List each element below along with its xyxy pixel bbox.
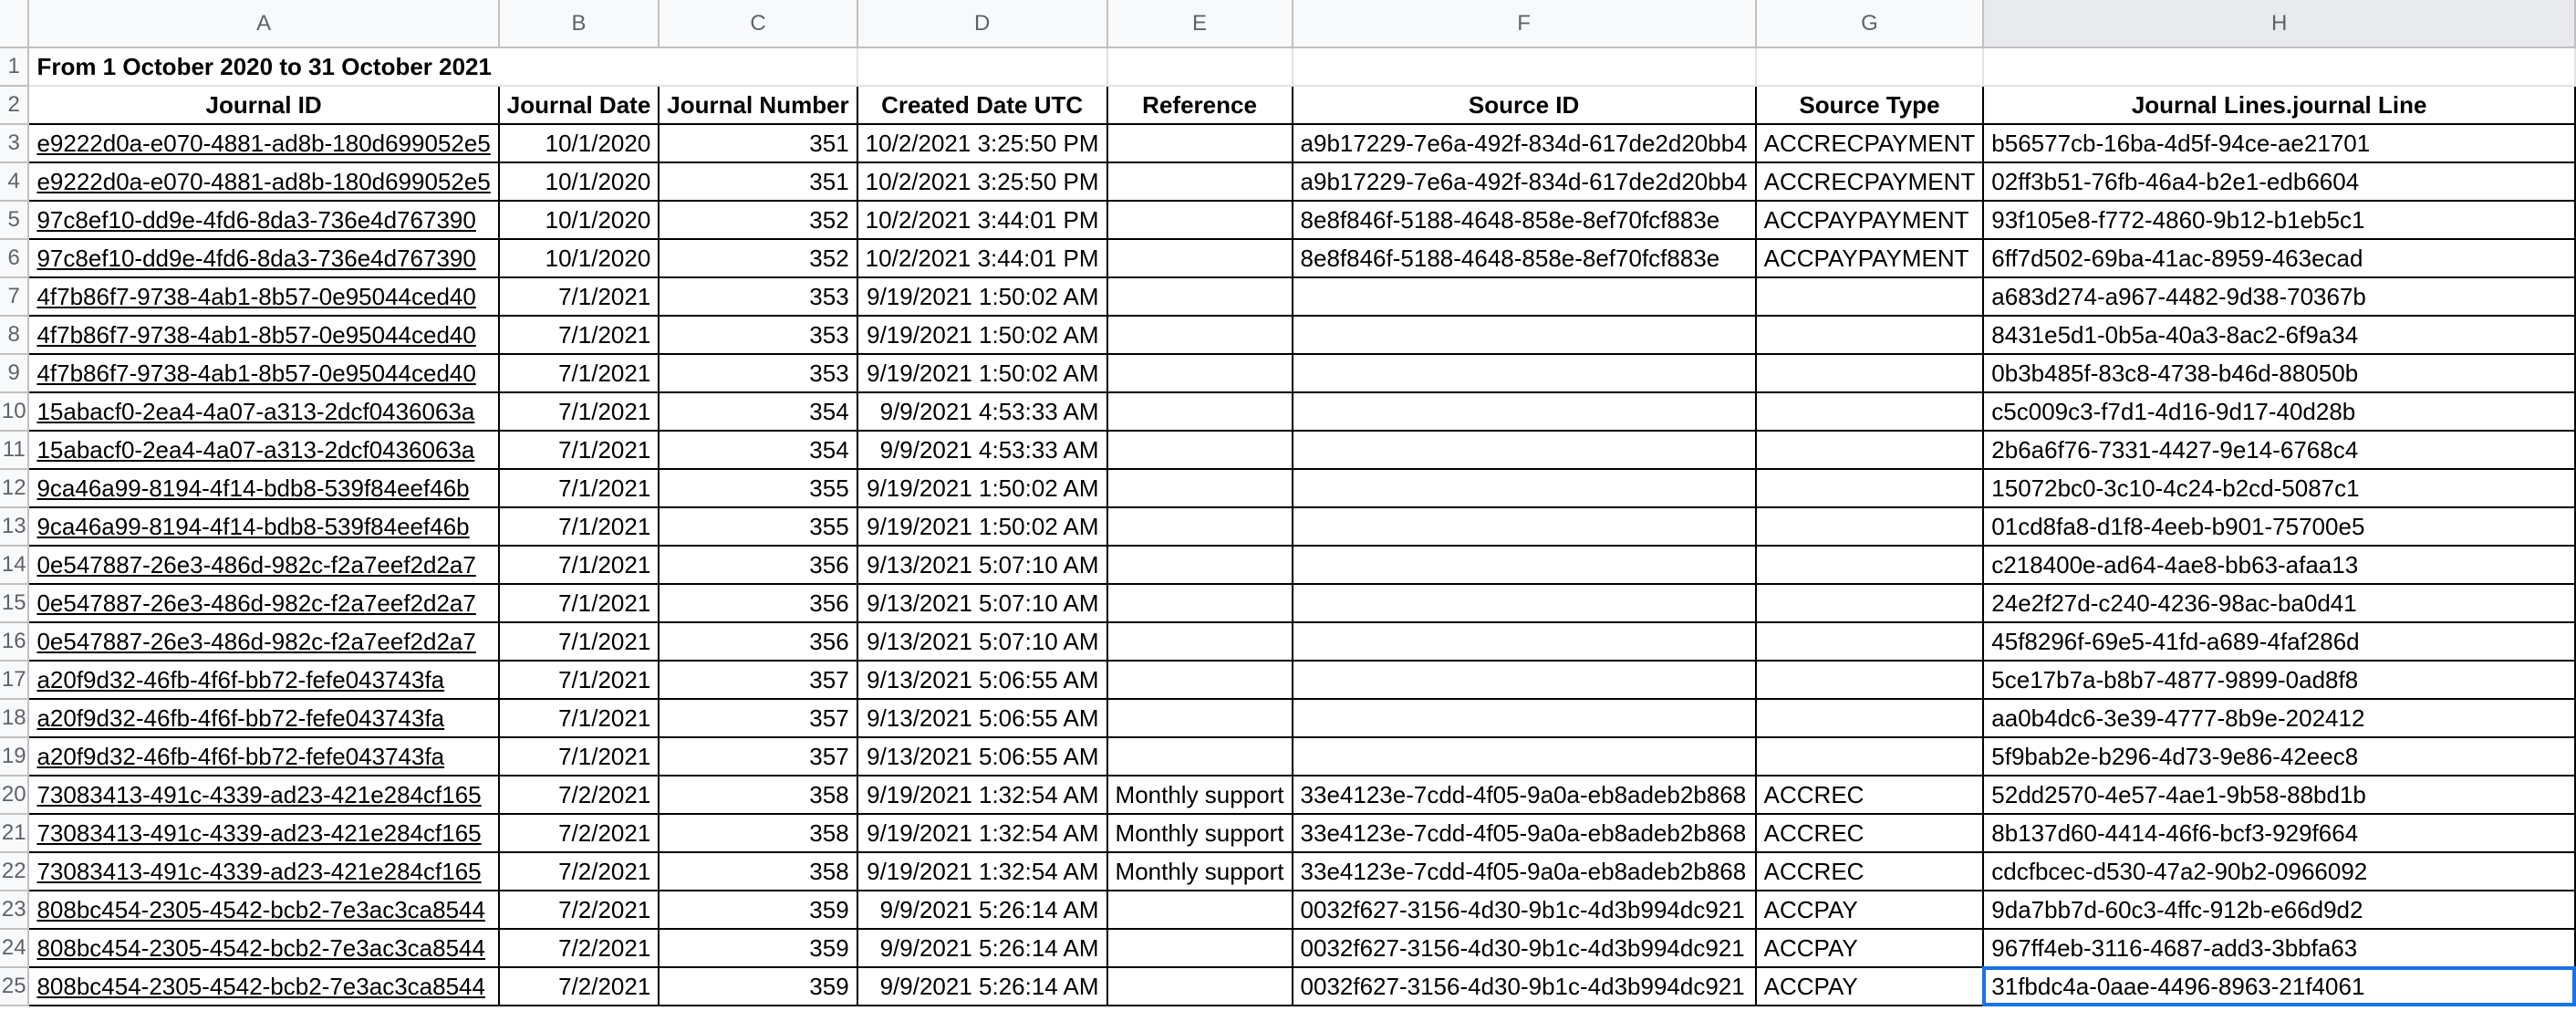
table-row bbox=[0, 277, 2575, 316]
column-header-g[interactable]: G bbox=[1756, 0, 1984, 47]
column-header-h[interactable]: H bbox=[1983, 0, 2575, 47]
cell-c[interactable]: 355 bbox=[659, 507, 857, 546]
journal-id-link[interactable]: 9ca46a99-8194-4f14-bdb8-539f84eef46b bbox=[28, 469, 498, 507]
table-row bbox=[0, 737, 2575, 776]
journal-id-link[interactable]: 73083413-491c-4339-ad23-421e284cf165 bbox=[28, 852, 498, 891]
cell-b[interactable]: 7/2/2021 bbox=[499, 891, 660, 929]
cell-h[interactable]: 8431e5d1-0b5a-40a3-8ac2-6f9a34 bbox=[1983, 316, 2575, 354]
cell-h[interactable]: 0b3b485f-83c8-4738-b46d-88050b bbox=[1983, 354, 2575, 392]
cell-g[interactable]: ACCREC bbox=[1756, 776, 1984, 814]
title-row bbox=[0, 47, 2575, 86]
journal-id-link[interactable]: 4f7b86f7-9738-4ab1-8b57-0e95044ced40 bbox=[28, 316, 498, 354]
row-number[interactable]: 3 bbox=[0, 124, 28, 162]
cell-g[interactable]: ACCPAYPAYMENT bbox=[1756, 239, 1984, 277]
column-header-f[interactable]: F bbox=[1293, 0, 1756, 47]
cell-c[interactable]: 351 bbox=[659, 162, 857, 201]
cell-e[interactable] bbox=[1107, 661, 1293, 699]
cell-b[interactable]: 10/1/2020 bbox=[499, 239, 660, 277]
cell-e[interactable] bbox=[1107, 239, 1293, 277]
cell-e[interactable] bbox=[1107, 469, 1293, 507]
row-number[interactable]: 17 bbox=[0, 661, 28, 699]
cell-d[interactable]: 9/9/2021 5:26:14 AM bbox=[857, 967, 1107, 1006]
cell-f[interactable] bbox=[1293, 661, 1756, 699]
cell-e[interactable] bbox=[1107, 431, 1293, 469]
cell-e[interactable]: Monthly support bbox=[1107, 852, 1293, 891]
cell-d[interactable]: 9/13/2021 5:06:55 AM bbox=[857, 661, 1107, 699]
cell-c[interactable]: 359 bbox=[659, 891, 857, 929]
cell[interactable] bbox=[1756, 47, 1984, 86]
cell-c[interactable]: 356 bbox=[659, 546, 857, 584]
cell-g[interactable]: ACCRECPAYMENT bbox=[1756, 124, 1984, 162]
row-number[interactable]: 8 bbox=[0, 316, 28, 354]
cell-d[interactable]: 9/19/2021 1:50:02 AM bbox=[857, 316, 1107, 354]
cell-g[interactable] bbox=[1756, 737, 1984, 776]
table-row bbox=[0, 392, 2575, 431]
journal-id-link[interactable]: 9ca46a99-8194-4f14-bdb8-539f84eef46b bbox=[28, 507, 498, 546]
cell-f[interactable] bbox=[1293, 392, 1756, 431]
cell-e[interactable] bbox=[1107, 967, 1293, 1006]
cell-c[interactable]: 356 bbox=[659, 584, 857, 622]
cell-c[interactable]: 359 bbox=[659, 929, 857, 967]
cell-h[interactable]: b56577cb-16ba-4d5f-94ce-ae21701 bbox=[1983, 124, 2575, 162]
cell-b[interactable]: 7/2/2021 bbox=[499, 814, 660, 852]
journal-id-link[interactable]: 0e547887-26e3-486d-982c-f2a7eef2d2a7 bbox=[28, 622, 498, 661]
cell-c[interactable]: 358 bbox=[659, 852, 857, 891]
cell-e[interactable] bbox=[1107, 316, 1293, 354]
cell-g[interactable] bbox=[1756, 354, 1984, 392]
cell-h[interactable]: 15072bc0-3c10-4c24-b2cd-5087c1 bbox=[1983, 469, 2575, 507]
journal-id-link[interactable]: a20f9d32-46fb-4f6f-bb72-fefe043743fa bbox=[28, 737, 498, 776]
cell-b[interactable]: 7/1/2021 bbox=[499, 622, 660, 661]
cell-d[interactable]: 9/9/2021 4:53:33 AM bbox=[857, 392, 1107, 431]
table-row bbox=[0, 162, 2575, 201]
table-row bbox=[0, 316, 2575, 354]
row-number[interactable]: 9 bbox=[0, 354, 28, 392]
cell-d[interactable]: 9/19/2021 1:32:54 AM bbox=[857, 852, 1107, 891]
cell-f[interactable] bbox=[1293, 354, 1756, 392]
cell-h[interactable]: aa0b4dc6-3e39-4777-8b9e-202412 bbox=[1983, 699, 2575, 737]
cell-b[interactable]: 7/1/2021 bbox=[499, 316, 660, 354]
row-number[interactable]: 21 bbox=[0, 814, 28, 852]
row-number[interactable]: 16 bbox=[0, 622, 28, 661]
cell-h[interactable]: 52dd2570-4e57-4ae1-9b58-88bd1b bbox=[1983, 776, 2575, 814]
cell-h[interactable]: a683d274-a967-4482-9d38-70367b bbox=[1983, 277, 2575, 316]
cell-f[interactable] bbox=[1293, 584, 1756, 622]
cell-f[interactable] bbox=[1293, 431, 1756, 469]
cell-h[interactable]: 93f105e8-f772-4860-9b12-b1eb5c1 bbox=[1983, 201, 2575, 239]
cell-c[interactable]: 357 bbox=[659, 661, 857, 699]
cell-d[interactable]: 10/2/2021 3:25:50 PM bbox=[857, 124, 1107, 162]
journal-id-link[interactable]: e9222d0a-e070-4881-ad8b-180d699052e5 bbox=[28, 162, 498, 201]
journal-id-link[interactable]: 97c8ef10-dd9e-4fd6-8da3-736e4d767390 bbox=[28, 239, 498, 277]
column-header-b[interactable]: B bbox=[499, 0, 660, 47]
cell-c[interactable]: 358 bbox=[659, 814, 857, 852]
table-row bbox=[0, 661, 2575, 699]
cell-f[interactable] bbox=[1293, 316, 1756, 354]
cell-f[interactable] bbox=[1293, 469, 1756, 507]
cell-e[interactable] bbox=[1107, 891, 1293, 929]
cell-f[interactable] bbox=[1293, 737, 1756, 776]
cell-b[interactable]: 7/2/2021 bbox=[499, 929, 660, 967]
cell-e[interactable] bbox=[1107, 354, 1293, 392]
cell-d[interactable]: 9/9/2021 5:26:14 AM bbox=[857, 929, 1107, 967]
cell-h[interactable]: 5f9bab2e-b296-4d73-9e86-42eec8 bbox=[1983, 737, 2575, 776]
cell-h[interactable]: 45f8296f-69e5-41fd-a689-4faf286d bbox=[1983, 622, 2575, 661]
table-row bbox=[0, 239, 2575, 277]
row-number[interactable]: 24 bbox=[0, 929, 28, 967]
row-number[interactable]: 2 bbox=[0, 86, 28, 124]
cell-f[interactable]: 33e4123e-7cdd-4f05-9a0a-eb8adeb2b868 bbox=[1293, 776, 1756, 814]
cell-g[interactable]: ACCPAYPAYMENT bbox=[1756, 201, 1984, 239]
cell-b[interactable]: 10/1/2020 bbox=[499, 162, 660, 201]
cell-g[interactable] bbox=[1756, 469, 1984, 507]
cell-d[interactable]: 9/19/2021 1:50:02 AM bbox=[857, 507, 1107, 546]
cell-f[interactable] bbox=[1293, 277, 1756, 316]
cell-e[interactable]: Monthly support bbox=[1107, 814, 1293, 852]
table-row bbox=[0, 431, 2575, 469]
cell-e[interactable] bbox=[1107, 584, 1293, 622]
cell-e[interactable] bbox=[1107, 737, 1293, 776]
row-number[interactable]: 12 bbox=[0, 469, 28, 507]
journal-id-link[interactable]: 4f7b86f7-9738-4ab1-8b57-0e95044ced40 bbox=[28, 354, 498, 392]
table-row bbox=[0, 201, 2575, 239]
cell-g[interactable] bbox=[1756, 622, 1984, 661]
cell-h[interactable]: 967ff4eb-3116-4687-add3-3bbfa63 bbox=[1983, 929, 2575, 967]
cell-h[interactable]: 8b137d60-4414-46f6-bcf3-929f664 bbox=[1983, 814, 2575, 852]
cell-d[interactable]: 9/13/2021 5:07:10 AM bbox=[857, 584, 1107, 622]
select-all-corner[interactable] bbox=[0, 0, 28, 47]
cell-f[interactable] bbox=[1293, 622, 1756, 661]
row-number[interactable]: 5 bbox=[0, 201, 28, 239]
cell-d[interactable]: 9/13/2021 5:07:10 AM bbox=[857, 622, 1107, 661]
cell-d[interactable]: 9/19/2021 1:32:54 AM bbox=[857, 776, 1107, 814]
table-row bbox=[0, 929, 2575, 967]
cell-b[interactable]: 7/2/2021 bbox=[499, 967, 660, 1006]
cell-f[interactable]: a9b17229-7e6a-492f-834d-617de2d20bb4 bbox=[1293, 124, 1756, 162]
cell-e[interactable] bbox=[1107, 699, 1293, 737]
cell-c[interactable]: 356 bbox=[659, 622, 857, 661]
journal-id-link[interactable]: 73083413-491c-4339-ad23-421e284cf165 bbox=[28, 776, 498, 814]
table-row bbox=[0, 622, 2575, 661]
journal-id-link[interactable]: 15abacf0-2ea4-4a07-a313-2dcf0436063a bbox=[28, 392, 498, 431]
column-title-c[interactable]: Journal Number bbox=[659, 86, 857, 124]
row-number[interactable]: 20 bbox=[0, 776, 28, 814]
cell-d[interactable]: 9/9/2021 5:26:14 AM bbox=[857, 891, 1107, 929]
journal-id-link[interactable]: 73083413-491c-4339-ad23-421e284cf165 bbox=[28, 814, 498, 852]
cell-b[interactable]: 7/2/2021 bbox=[499, 852, 660, 891]
column-header-row bbox=[0, 0, 2575, 47]
row-number[interactable]: 7 bbox=[0, 277, 28, 316]
cell-g[interactable]: ACCREC bbox=[1756, 852, 1984, 891]
cell-c[interactable]: 354 bbox=[659, 392, 857, 431]
cell-d[interactable]: 10/2/2021 3:44:01 PM bbox=[857, 201, 1107, 239]
column-header-a[interactable]: A bbox=[28, 0, 498, 47]
cell-h[interactable]: cdcfbcec-d530-47a2-90b2-0966092 bbox=[1983, 852, 2575, 891]
cell-g[interactable] bbox=[1756, 584, 1984, 622]
cell-h[interactable]: 01cd8fa8-d1f8-4eeb-b901-75700e5 bbox=[1983, 507, 2575, 546]
table-row bbox=[0, 967, 2575, 1006]
journal-id-link[interactable]: e9222d0a-e070-4881-ad8b-180d699052e5 bbox=[28, 124, 498, 162]
journal-id-link[interactable]: 97c8ef10-dd9e-4fd6-8da3-736e4d767390 bbox=[28, 201, 498, 239]
cell-b[interactable]: 7/1/2021 bbox=[499, 277, 660, 316]
cell-b[interactable]: 7/1/2021 bbox=[499, 737, 660, 776]
cell-c[interactable]: 357 bbox=[659, 699, 857, 737]
cell-c[interactable]: 353 bbox=[659, 354, 857, 392]
cell-e[interactable] bbox=[1107, 507, 1293, 546]
cell-h[interactable]: 24e2f27d-c240-4236-98ac-ba0d41 bbox=[1983, 584, 2575, 622]
cell-e[interactable] bbox=[1107, 392, 1293, 431]
cell-b[interactable]: 7/1/2021 bbox=[499, 584, 660, 622]
cell-f[interactable] bbox=[1293, 699, 1756, 737]
cell-b[interactable]: 7/1/2021 bbox=[499, 469, 660, 507]
table-row bbox=[0, 891, 2575, 929]
table-row bbox=[0, 852, 2575, 891]
row-number[interactable]: 15 bbox=[0, 584, 28, 622]
cell-e[interactable] bbox=[1107, 622, 1293, 661]
cell-g[interactable]: ACCPAY bbox=[1756, 929, 1984, 967]
cell-f[interactable]: 0032f627-3156-4d30-9b1c-4d3b994dc921 bbox=[1293, 967, 1756, 1006]
cell-e[interactable] bbox=[1107, 277, 1293, 316]
column-header-c[interactable]: C bbox=[659, 0, 857, 47]
cell-f[interactable]: 0032f627-3156-4d30-9b1c-4d3b994dc921 bbox=[1293, 929, 1756, 967]
cell-c[interactable]: 353 bbox=[659, 316, 857, 354]
table-row bbox=[0, 776, 2575, 814]
row-number[interactable]: 6 bbox=[0, 239, 28, 277]
cell-f[interactable] bbox=[1293, 507, 1756, 546]
cell-c[interactable]: 354 bbox=[659, 431, 857, 469]
cell-h[interactable]: 2b6a6f76-7331-4427-9e14-6768c4 bbox=[1983, 431, 2575, 469]
cell-h[interactable]: c218400e-ad64-4ae8-bb63-afaa13 bbox=[1983, 546, 2575, 584]
cell[interactable] bbox=[1107, 47, 1293, 86]
cell-c[interactable]: 352 bbox=[659, 239, 857, 277]
cell-h[interactable]: 02ff3b51-76fb-46a4-b2e1-edb6604 bbox=[1983, 162, 2575, 201]
cell-b[interactable]: 7/1/2021 bbox=[499, 431, 660, 469]
cell-g[interactable] bbox=[1756, 507, 1984, 546]
table-header-row bbox=[0, 86, 2575, 124]
cell-c[interactable]: 358 bbox=[659, 776, 857, 814]
cell-g[interactable] bbox=[1756, 277, 1984, 316]
cell-b[interactable]: 7/1/2021 bbox=[499, 546, 660, 584]
column-header-e[interactable]: E bbox=[1107, 0, 1293, 47]
journal-id-link[interactable]: 15abacf0-2ea4-4a07-a313-2dcf0436063a bbox=[28, 431, 498, 469]
cell-f[interactable]: 33e4123e-7cdd-4f05-9a0a-eb8adeb2b868 bbox=[1293, 852, 1756, 891]
table-row bbox=[0, 469, 2575, 507]
cell-d[interactable]: 9/19/2021 1:50:02 AM bbox=[857, 277, 1107, 316]
journal-id-link[interactable]: 0e547887-26e3-486d-982c-f2a7eef2d2a7 bbox=[28, 584, 498, 622]
cell-h[interactable]: 9da7bb7d-60c3-4ffc-912b-e66d9d2 bbox=[1983, 891, 2575, 929]
cell-f[interactable]: 8e8f846f-5188-4648-858e-8ef70fcf883e bbox=[1293, 239, 1756, 277]
journal-id-link[interactable]: 808bc454-2305-4542-bcb2-7e3ac3ca8544 bbox=[28, 967, 498, 1006]
journal-id-link[interactable]: 0e547887-26e3-486d-982c-f2a7eef2d2a7 bbox=[28, 546, 498, 584]
cell-e[interactable] bbox=[1107, 929, 1293, 967]
table-row bbox=[0, 814, 2575, 852]
cell-b[interactable]: 10/1/2020 bbox=[499, 201, 660, 239]
row-number[interactable]: 1 bbox=[0, 47, 28, 86]
cell-e[interactable] bbox=[1107, 201, 1293, 239]
column-title-g[interactable]: Source Type bbox=[1756, 86, 1984, 124]
cell-e[interactable] bbox=[1107, 546, 1293, 584]
row-number[interactable]: 4 bbox=[0, 162, 28, 201]
column-header-d[interactable]: D bbox=[857, 0, 1107, 47]
cell-f[interactable]: 33e4123e-7cdd-4f05-9a0a-eb8adeb2b868 bbox=[1293, 814, 1756, 852]
cell-e[interactable] bbox=[1107, 162, 1293, 201]
journal-id-link[interactable]: a20f9d32-46fb-4f6f-bb72-fefe043743fa bbox=[28, 699, 498, 737]
table-row bbox=[0, 124, 2575, 162]
cell-d[interactable]: 9/13/2021 5:06:55 AM bbox=[857, 737, 1107, 776]
cell-c[interactable]: 351 bbox=[659, 124, 857, 162]
cell-f[interactable]: a9b17229-7e6a-492f-834d-617de2d20bb4 bbox=[1293, 162, 1756, 201]
cell-g[interactable] bbox=[1756, 431, 1984, 469]
row-number[interactable]: 25 bbox=[0, 967, 28, 1006]
cell-g[interactable] bbox=[1756, 392, 1984, 431]
cell-c[interactable]: 357 bbox=[659, 737, 857, 776]
column-title-h[interactable]: Journal Lines.journal Line bbox=[1983, 86, 2575, 124]
table-row bbox=[0, 354, 2575, 392]
table-row bbox=[0, 699, 2575, 737]
column-title-f[interactable]: Source ID bbox=[1293, 86, 1756, 124]
cell-g[interactable]: ACCPAY bbox=[1756, 967, 1984, 1006]
cell-h[interactable]: 6ff7d502-69ba-41ac-8959-463ecad bbox=[1983, 239, 2575, 277]
cell-b[interactable]: 7/1/2021 bbox=[499, 507, 660, 546]
journal-id-link[interactable]: 808bc454-2305-4542-bcb2-7e3ac3ca8544 bbox=[28, 891, 498, 929]
cell-g[interactable]: ACCPAY bbox=[1756, 891, 1984, 929]
cell-b[interactable]: 7/2/2021 bbox=[499, 776, 660, 814]
cell-c[interactable]: 353 bbox=[659, 277, 857, 316]
cell-d[interactable]: 9/19/2021 1:50:02 AM bbox=[857, 354, 1107, 392]
cell-g[interactable] bbox=[1756, 316, 1984, 354]
cell[interactable] bbox=[1983, 47, 2575, 86]
cell-c[interactable]: 359 bbox=[659, 967, 857, 1006]
cell[interactable] bbox=[857, 47, 1107, 86]
cell-h[interactable]: c5c009c3-f7d1-4d16-9d17-40d28b bbox=[1983, 392, 2575, 431]
cell-c[interactable]: 352 bbox=[659, 201, 857, 239]
cell-d[interactable]: 9/19/2021 1:50:02 AM bbox=[857, 469, 1107, 507]
cell-e[interactable] bbox=[1107, 124, 1293, 162]
column-title-d[interactable]: Created Date UTC bbox=[857, 86, 1107, 124]
cell-b[interactable]: 10/1/2020 bbox=[499, 124, 660, 162]
cell-g[interactable] bbox=[1756, 661, 1984, 699]
cell-d[interactable]: 9/13/2021 5:06:55 AM bbox=[857, 699, 1107, 737]
row-number[interactable]: 14 bbox=[0, 546, 28, 584]
cell[interactable] bbox=[1293, 47, 1756, 86]
cell-d[interactable]: 9/13/2021 5:07:10 AM bbox=[857, 546, 1107, 584]
cell-c[interactable]: 355 bbox=[659, 469, 857, 507]
cell-d[interactable]: 9/19/2021 1:32:54 AM bbox=[857, 814, 1107, 852]
journal-id-link[interactable]: 808bc454-2305-4542-bcb2-7e3ac3ca8544 bbox=[28, 929, 498, 967]
row-number[interactable]: 10 bbox=[0, 392, 28, 431]
report-title[interactable]: From 1 October 2020 to 31 October 2021 bbox=[28, 47, 857, 86]
row-number[interactable]: 11 bbox=[0, 431, 28, 469]
column-title-b[interactable]: Journal Date bbox=[499, 86, 660, 124]
cell-h[interactable]: 5ce17b7a-b8b7-4877-9899-0ad8f8 bbox=[1983, 661, 2575, 699]
cell-f[interactable] bbox=[1293, 546, 1756, 584]
cell-g[interactable]: ACCREC bbox=[1756, 814, 1984, 852]
cell-g[interactable] bbox=[1756, 546, 1984, 584]
active-cell[interactable]: 31fbdc4a-0aae-4496-8963-21f4061 bbox=[1983, 967, 2575, 1006]
cell-d[interactable]: 10/2/2021 3:25:50 PM bbox=[857, 162, 1107, 201]
column-title-e[interactable]: Reference bbox=[1107, 86, 1293, 124]
journal-id-link[interactable]: 4f7b86f7-9738-4ab1-8b57-0e95044ced40 bbox=[28, 277, 498, 316]
row-number[interactable]: 19 bbox=[0, 737, 28, 776]
cell-b[interactable]: 7/1/2021 bbox=[499, 699, 660, 737]
cell-d[interactable]: 9/9/2021 4:53:33 AM bbox=[857, 431, 1107, 469]
row-number[interactable]: 18 bbox=[0, 699, 28, 737]
row-number[interactable]: 23 bbox=[0, 891, 28, 929]
cell-b[interactable]: 7/1/2021 bbox=[499, 392, 660, 431]
cell-e[interactable]: Monthly support bbox=[1107, 776, 1293, 814]
cell-g[interactable] bbox=[1756, 699, 1984, 737]
table-row bbox=[0, 584, 2575, 622]
cell-f[interactable]: 8e8f846f-5188-4648-858e-8ef70fcf883e bbox=[1293, 201, 1756, 239]
cell-g[interactable]: ACCRECPAYMENT bbox=[1756, 162, 1984, 201]
row-number[interactable]: 13 bbox=[0, 507, 28, 546]
cell-b[interactable]: 7/1/2021 bbox=[499, 354, 660, 392]
column-title-a[interactable]: Journal ID bbox=[28, 86, 498, 124]
journal-id-link[interactable]: a20f9d32-46fb-4f6f-bb72-fefe043743fa bbox=[28, 661, 498, 699]
table-row bbox=[0, 507, 2575, 546]
table-row bbox=[0, 546, 2575, 584]
cell-f[interactable]: 0032f627-3156-4d30-9b1c-4d3b994dc921 bbox=[1293, 891, 1756, 929]
cell-d[interactable]: 10/2/2021 3:44:01 PM bbox=[857, 239, 1107, 277]
row-number[interactable]: 22 bbox=[0, 852, 28, 891]
cell-b[interactable]: 7/1/2021 bbox=[499, 661, 660, 699]
